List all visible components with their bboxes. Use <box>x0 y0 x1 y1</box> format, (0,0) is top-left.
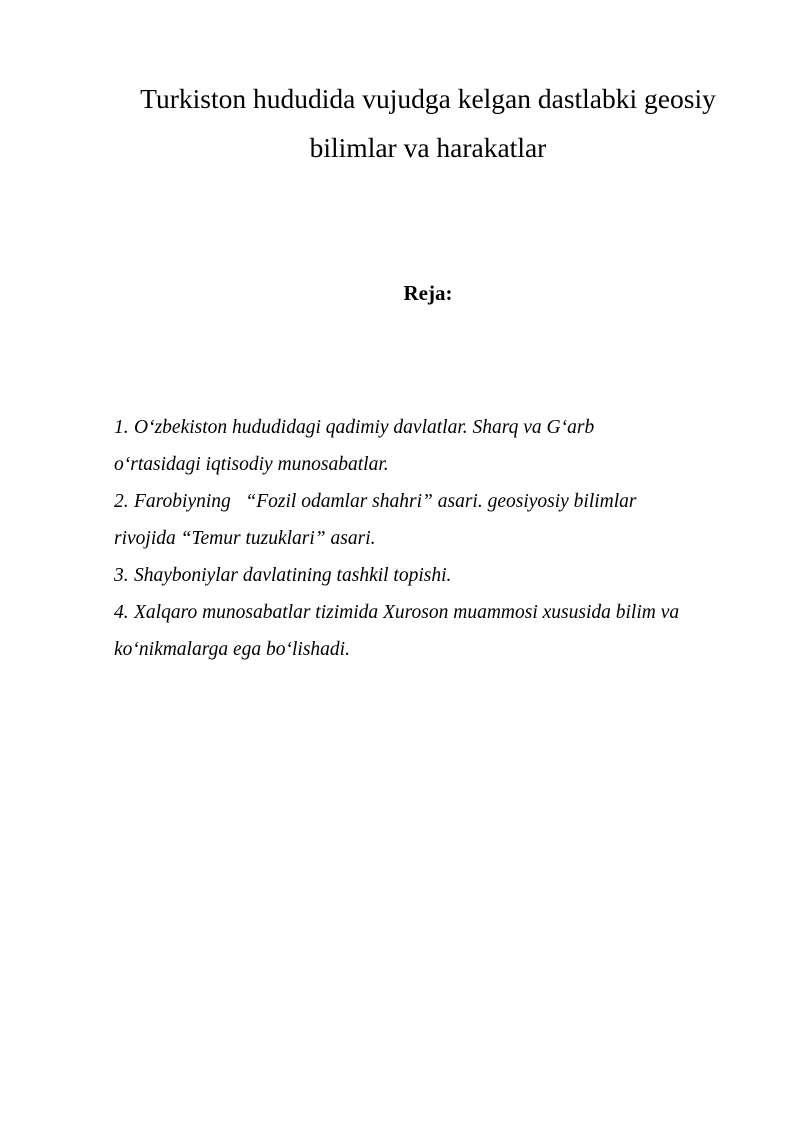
plan-item-number: 1. <box>114 417 129 438</box>
plan-item-4-line-2: ko‘nikmalarga ega bo‘lishadi. <box>114 639 350 660</box>
plan-item-1 <box>114 409 744 483</box>
plan-item-3 <box>114 557 744 594</box>
plan-item-text: O‘zbekiston hududidagi qadimiy davlatlar. Sharq va G‘arb <box>134 417 595 438</box>
plan-item-3-line-1 <box>114 557 744 594</box>
plan-item-1-line-1 <box>114 409 744 446</box>
title-line-2: bilimlar va harakatlar <box>309 132 547 163</box>
plan-item-text: Xalqaro munosabatlar tizimida Xuroson muammosi xususida bilim va <box>134 602 680 623</box>
plan-item-text: Shayboniylar davlatining tashkil topishi. <box>134 565 452 586</box>
plan-item-2 <box>114 483 744 557</box>
plan-item-number: 2. <box>114 491 129 512</box>
title-line-1: Turkiston hududida vujudga kelgan dastlabki geosiy <box>140 83 716 114</box>
plan-heading: Reja: <box>403 281 453 305</box>
plan-item-4-line-1 <box>114 594 744 631</box>
plan-item-1-line-2: o‘rtasidagi iqtisodiy munosabatlar. <box>114 454 389 475</box>
plan-list <box>114 409 744 668</box>
plan-item-4 <box>114 594 744 668</box>
plan-item-2-line-1 <box>114 483 744 520</box>
plan-item-text: Farobiyning “Fozil odamlar shahri” asari. geosiyosiy bilimlar <box>134 491 637 512</box>
plan-item-number: 4. <box>114 602 129 623</box>
plan-item-number: 3. <box>114 565 129 586</box>
plan-item-2-line-2: rivojida “Temur tuzuklari” asari. <box>114 528 376 549</box>
document-title <box>100 74 756 172</box>
